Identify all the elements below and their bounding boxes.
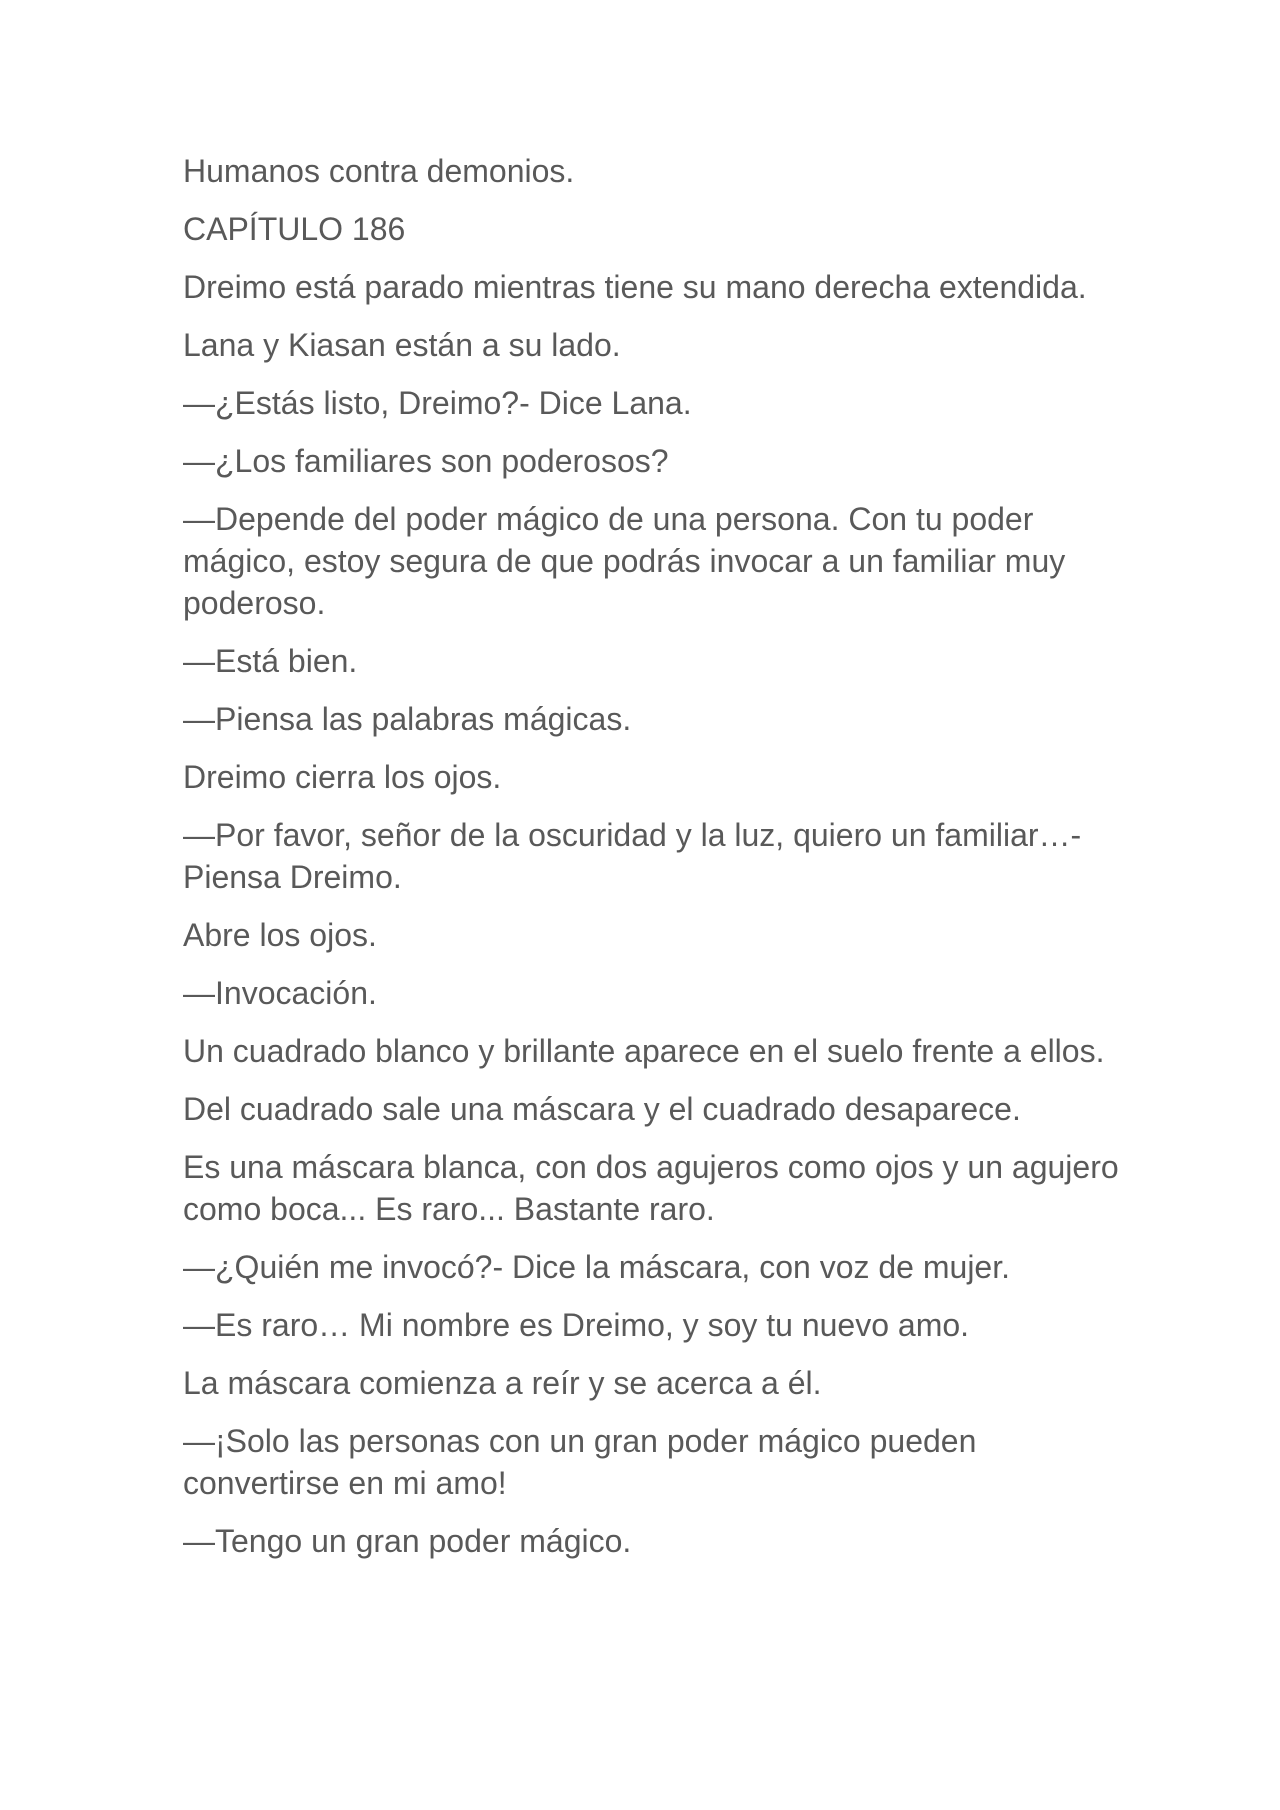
paragraph: —¿Los familiares son poderosos? — [183, 443, 669, 479]
paragraph: —Está bien. — [183, 643, 358, 679]
paragraph: —¿Quién me invocó?- Dice la máscara, con voz de mujer. — [183, 1249, 1010, 1285]
paragraph: La máscara comienza a reír y se acerca a él. — [183, 1365, 822, 1401]
paragraph: Abre los ojos. — [183, 917, 377, 953]
chapter-heading: CAPÍTULO 186 — [183, 211, 406, 247]
paragraph: Del cuadrado sale una máscara y el cuadrado desaparece. — [183, 1091, 1021, 1127]
paragraph: —Depende del poder mágico de una persona. Con tu poder mágico, estoy segura de que podrás invocar a un familiar muy poderoso. — [183, 501, 1075, 621]
paragraph: —¡Solo las personas con un gran poder mágico pueden convertirse en mi amo! — [183, 1423, 986, 1501]
paragraph: —¿Estás listo, Dreimo?- Dice Lana. — [183, 385, 692, 421]
paragraph: Dreimo cierra los ojos. — [183, 759, 502, 795]
paragraph: Dreimo está parado mientras tiene su mano derecha extendida. — [183, 269, 1087, 305]
document-body — [183, 150, 1128, 1578]
paragraph: —Tengo un gran poder mágico. — [183, 1523, 632, 1559]
paragraph: Es una máscara blanca, con dos agujeros como ojos y un agujero como boca... Es raro... Bastante raro. — [183, 1149, 1128, 1227]
paragraph: —Por favor, señor de la oscuridad y la luz, quiero un familiar…- Piensa Dreimo. — [183, 817, 1091, 895]
paragraph: —Invocación. — [183, 975, 377, 1011]
paragraph: —Piensa las palabras mágicas. — [183, 701, 632, 737]
document-title: Humanos contra demonios. — [183, 153, 575, 189]
paragraph: —Es raro… Mi nombre es Dreimo, y soy tu nuevo amo. — [183, 1307, 970, 1343]
paragraph: Lana y Kiasan están a su lado. — [183, 327, 621, 363]
paragraph: Un cuadrado blanco y brillante aparece en el suelo frente a ellos. — [183, 1033, 1105, 1069]
